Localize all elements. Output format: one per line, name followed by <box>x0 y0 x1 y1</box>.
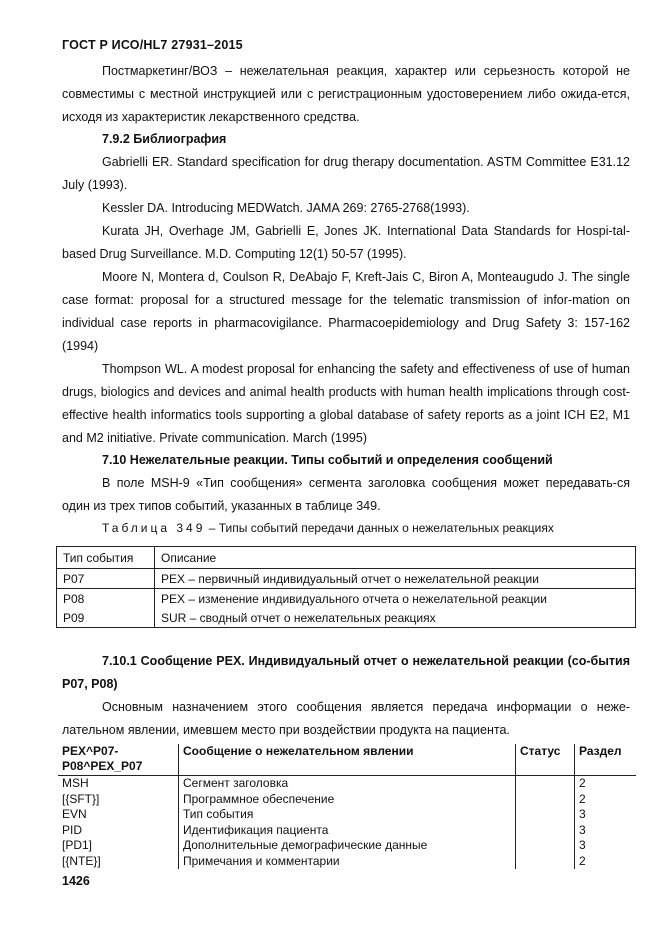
intro-paragraph: Постмаркетинг/ВОЗ – нежелательная реакция, характер или серьезность которой не совместимы с местной инструкцией или с регистрационным удостоверением либо ожида-ется, исходя из характеристик лекарственного средства. <box>62 64 630 124</box>
column-header-event-type: Тип события <box>57 547 155 569</box>
column-header-section: Раздел <box>575 744 637 776</box>
segment-name-cell: Дополнительные демографические данные <box>179 838 516 854</box>
section-cell: 2 <box>575 854 637 870</box>
table-row <box>58 854 636 870</box>
reference-item: Moore N, Montera d, Coulson R, DeAbajo F, Kreft-Jais C, Biron A, Monteaugudo J. The single case format: proposal for a structured message for the telematic transmission of infor-mation on individual case reports in pharmacovigilance. Pharmacoepidemiology and Drug Safety 3: 157-162 (1994) <box>62 270 630 353</box>
table-header-row <box>57 547 636 569</box>
status-cell <box>516 823 575 839</box>
table-header-row <box>58 744 636 776</box>
table-row <box>58 838 636 854</box>
page-number: 1426 <box>62 874 90 888</box>
section-cell: 3 <box>575 838 637 854</box>
table-row <box>58 792 636 808</box>
table-row <box>58 823 636 839</box>
status-cell <box>516 838 575 854</box>
event-code-cell: P08 <box>57 589 155 609</box>
segment-name-cell: Примечания и комментарии <box>179 854 516 870</box>
event-code-cell: P07 <box>57 569 155 589</box>
table-row <box>57 608 636 628</box>
column-header-message: Сообщение о нежелательном явлении <box>179 744 516 776</box>
segment-cell: [PD1] <box>62 838 93 852</box>
status-cell <box>516 792 575 808</box>
section-7-10-title: 7.10 Нежелательные реакции. Типы событий и определения сообщений <box>102 453 553 467</box>
status-cell <box>516 807 575 823</box>
event-description-cell: SUR – сводный отчет о нежелательных реакциях <box>155 608 636 628</box>
section-7-10-1-title: 7.10.1 Сообщение PEX. Индивидуальный отчет о нежелательной реакции (со-бытия P07, P08) <box>62 654 630 691</box>
table-row <box>57 569 636 589</box>
table-row <box>57 589 636 609</box>
segment-name-cell: Программное обеспечение <box>179 792 516 808</box>
table-row <box>58 776 636 792</box>
event-description-cell: PEX – изменение индивидуального отчета о нежелательной реакции <box>161 591 547 606</box>
section-cell: 3 <box>575 823 637 839</box>
column-header-description: Описание <box>155 547 636 569</box>
pex-message-structure-table <box>58 744 636 869</box>
standard-header: ГОСТ Р ИСО/HL7 27931–2015 <box>62 38 243 52</box>
section-cell: 3 <box>575 807 637 823</box>
segment-name-cell: Сегмент заголовка <box>179 776 516 792</box>
table-row <box>58 807 636 823</box>
segment-cell: PID <box>62 822 83 837</box>
section-cell: 2 <box>575 792 637 808</box>
event-types-table <box>56 546 636 628</box>
column-header-status: Статус <box>516 744 575 776</box>
section-7-10-1-paragraph: Основным назначением этого сообщения является передача информации о неже-лательном явлении, имевшем место при воздействии продукта на пациента. <box>62 700 630 737</box>
event-code-cell: P09 <box>57 608 155 628</box>
segment-cell: MSH <box>62 776 89 790</box>
table-349-caption: Таблица 349 – Типы событий передачи данных о нежелательных реакциях <box>102 521 554 535</box>
section-7-10-paragraph: В поле MSH-9 «Тип сообщения» сегмента заголовка сообщения может передавать-ся один из трех типов событий, указанных в таблице 349. <box>62 476 630 513</box>
reference-item: Thompson WL. A modest proposal for enhancing the safety and effectiveness of use of human drugs, biologics and devices and animal health products with human health implications through cost-effective health informatics tools supporting a global database of safety reports as a joint ICH E2, M1 and M2 initiative. Private communication. March (1995) <box>62 362 630 445</box>
segment-name-cell: Тип события <box>179 807 516 823</box>
reference-item: Kurata JH, Overhage JM, Gabrielli E, Jones JK. International Data Standards for Hospi-tal-based Drug Surveillance. M.D. Computing 12(1) 50-57 (1995). <box>62 224 630 261</box>
segment-name-cell: Идентификация пациента <box>179 823 516 839</box>
event-description-cell: PEX – первичный индивидуальный отчет о нежелательной реакции <box>155 569 636 589</box>
section-7-9-2-title: 7.9.2 Библиография <box>102 132 227 146</box>
status-cell <box>516 854 575 870</box>
column-header-segment: PEX^P07-P08^PEX_P07 <box>58 744 179 776</box>
segment-cell: [{SFT}] <box>62 791 100 806</box>
reference-item: Kessler DA. Introducing MEDWatch. JAMA 269: 2765-2768(1993). <box>102 201 470 215</box>
segment-cell: [{NTE}] <box>62 853 101 868</box>
reference-item: Gabrielli ER. Standard specification for drug therapy documentation. ASTM Committee E31.12 July (1993). <box>62 155 630 192</box>
status-cell <box>516 776 575 792</box>
segment-cell: EVN <box>62 807 87 821</box>
section-cell: 2 <box>575 776 637 792</box>
